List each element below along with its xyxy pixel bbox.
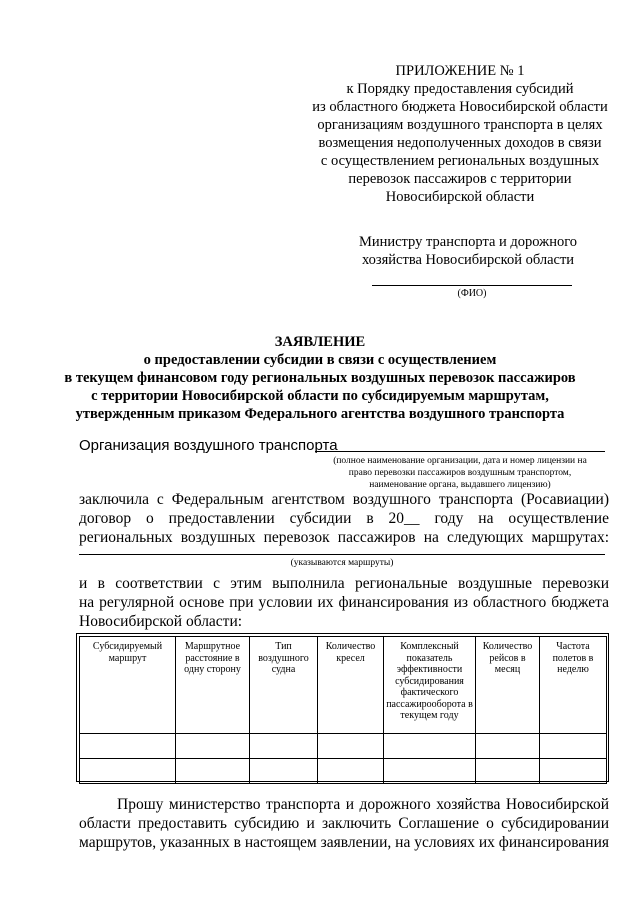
paragraph-line: и в соответствии с этим выполнила региональные воздушные перевозки [79,575,609,592]
statement-subtitle-line: в текущем финансовом году региональных воздушных перевозок пассажиров [64,370,576,386]
organization-caption-line: наименование органа, выдавшего лицензию) [369,480,551,490]
organization-label: Организация воздушного транспорта [79,437,338,454]
appendix-line: с осуществлением региональных воздушных [320,153,600,169]
appendix-line: перевозок пассажиров с территории [348,171,572,187]
paragraph-line: Новосибирской области: [79,613,243,630]
organization-caption-line: (полное наименование организации, дата и номер лицензии на [333,456,587,466]
table-cell[interactable] [540,759,607,784]
paragraph-line: заключила с Федеральным агентством воздушного транспорта (Росавиации) [79,491,609,508]
table-row [80,734,607,759]
table-cell[interactable] [318,759,384,784]
statement-title [0,333,640,423]
appendix-line: к Порядку предоставления субсидий [346,81,574,97]
table-cell[interactable] [318,734,384,759]
table-cell[interactable] [540,734,607,759]
routes-fill-line[interactable] [79,554,605,555]
statement-subtitle-line: с территории Новосибирской области по субсидируемым маршрутам, [91,388,549,404]
contract-paragraph [79,490,609,547]
appendix-line: из областного бюджета Новосибирской области [312,99,608,115]
statement-subtitle-line: о предоставлении субсидии в связи с осуществлением [143,352,497,368]
subsidy-table [79,636,607,784]
table-cell[interactable] [476,759,540,784]
table-cell[interactable] [250,734,318,759]
column-header: Тип воздушного судна [250,637,318,734]
paragraph-line: региональных воздушных перевозок пассажиров на следующих маршрутах: [79,529,609,546]
table-cell[interactable] [176,734,250,759]
table-cell[interactable] [176,759,250,784]
table-header-row [80,637,607,734]
paragraph-line: Прошу министерство транспорта и дорожного хозяйства Новосибирской [117,796,609,813]
appendix-line: возмещения недополученных доходов в связи [318,135,602,151]
appendix-heading: ПРИЛОЖЕНИЕ № 1 [395,63,525,79]
column-header: Субсидируемый маршрут [80,637,176,734]
column-header: Количество рейсов в месяц [476,637,540,734]
table-cell[interactable] [80,734,176,759]
paragraph-line: договор о предоставлении субсидии в 20__ году на осуществление [79,510,609,527]
column-header: Количество кресел [318,637,384,734]
table-cell[interactable] [384,759,476,784]
statement-heading: ЗАЯВЛЕНИЕ [274,334,366,350]
transport-paragraph [79,574,609,631]
appendix-line: Новосибирской области [385,189,535,205]
organization-caption-line: право перевозки пассажиров воздушным транспортом, [348,468,572,478]
table-cell[interactable] [384,734,476,759]
paragraph-line: на регулярной основе при условии их финансирования из областного бюджета [79,594,609,611]
appendix-header [290,62,630,206]
column-header: Частота полетов в неделю [540,637,607,734]
organization-fill-line[interactable] [315,451,605,452]
paragraph-line: области предоставить субсидию и заключить Соглашение о субсидировании [79,815,609,832]
request-paragraph [79,795,609,852]
fio-fill-line[interactable] [372,285,572,286]
statement-subtitle-line: утвержденным приказом Федерального агентства воздушного транспорта [75,406,565,422]
addressee-line: хозяйства Новосибирской области [361,252,575,268]
column-header: Маршрутное расстояние в одну сторону [176,637,250,734]
paragraph-line: маршрутов, указанных в настоящем заявлении, на условиях их финансирования [79,834,609,851]
table-cell[interactable] [80,759,176,784]
table-row [80,759,607,784]
addressee-line: Министру транспорта и дорожного [358,234,578,250]
addressee-block [348,233,588,269]
fio-caption: (ФИО) [457,288,487,299]
appendix-line: организациям воздушного транспорта в целях [317,117,603,133]
organization-caption [312,455,608,491]
table-cell[interactable] [476,734,540,759]
routes-caption: (указываются маршруты) [290,558,394,568]
column-header: Комплексный показатель эффективности субсидирования фактического пассажирооборота в текущем году [384,637,476,734]
table-cell[interactable] [250,759,318,784]
